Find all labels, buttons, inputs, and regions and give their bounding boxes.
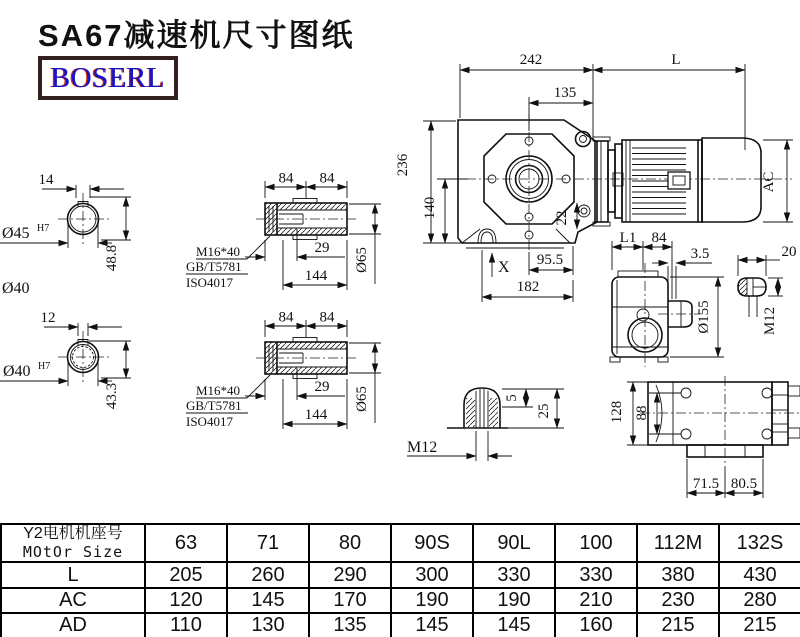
dim-95-5-label: 95.5 bbox=[536, 252, 564, 268]
cell: 145 bbox=[227, 588, 309, 613]
dim-43-3-label: 43.3 bbox=[104, 382, 120, 410]
hollow-shaft-view-1 bbox=[186, 171, 381, 291]
dim-128-label: 128 bbox=[609, 400, 625, 424]
header-col: 80 bbox=[309, 524, 391, 562]
header-motor-size-en: MOtOr Size bbox=[22, 543, 124, 561]
cell: 215 bbox=[637, 613, 719, 637]
cell: 210 bbox=[555, 588, 637, 613]
cell: 280 bbox=[719, 588, 800, 613]
cell: 145 bbox=[473, 613, 555, 637]
table-row-AD bbox=[1, 613, 800, 637]
row-label: L bbox=[1, 562, 145, 588]
cell: 230 bbox=[637, 588, 719, 613]
cell: 110 bbox=[145, 613, 227, 637]
dim-84-right-label: 84 bbox=[319, 309, 335, 326]
header-col: 71 bbox=[227, 524, 309, 562]
dim-242-label: 242 bbox=[519, 52, 543, 68]
row-label: AC bbox=[1, 588, 145, 613]
header-col: 63 bbox=[145, 524, 227, 562]
cell: 170 bbox=[309, 588, 391, 613]
dim-84-left-label: 84 bbox=[278, 309, 294, 326]
table-header-row bbox=[1, 524, 800, 562]
header-motor-size-cn: Y2电机机座号 bbox=[23, 525, 123, 542]
header-col: 90S bbox=[391, 524, 473, 562]
thread-M12-label: M12 bbox=[407, 439, 438, 456]
cell: 430 bbox=[719, 562, 800, 588]
cell: 215 bbox=[719, 613, 800, 637]
cell: 380 bbox=[637, 562, 719, 588]
dim-29-label: 29 bbox=[314, 379, 330, 395]
dim-dia-65-label: Ø65 bbox=[354, 386, 370, 412]
side-view bbox=[610, 230, 797, 367]
cell: 205 bbox=[145, 562, 227, 588]
cell: 190 bbox=[391, 588, 473, 613]
row-label: AD bbox=[1, 613, 145, 637]
dim-84-right-label: 84 bbox=[319, 170, 335, 187]
dim-3-5-label: 3.5 bbox=[690, 246, 710, 262]
dim-dia-65-label: Ø65 bbox=[354, 247, 370, 273]
dim-20-label: 20 bbox=[781, 244, 797, 260]
dim-AC-label: AC bbox=[761, 171, 777, 193]
axis-marker-X-label: X bbox=[498, 259, 510, 276]
bore-dia-label: Ø45 bbox=[2, 225, 30, 242]
header-col: 132S bbox=[719, 524, 800, 562]
motor-size-table bbox=[0, 523, 800, 637]
bolt-spec-label: M16*40 bbox=[196, 244, 241, 259]
bore-tolerance-label: H7 bbox=[38, 361, 51, 372]
dim-236-label: 236 bbox=[395, 153, 411, 177]
dim-12-label: 12 bbox=[40, 310, 56, 326]
dim-22-label: 22 bbox=[554, 210, 570, 226]
header-motor-size bbox=[1, 524, 145, 562]
dim-48-8-label: 48.8 bbox=[104, 244, 120, 272]
header-col: 100 bbox=[555, 524, 637, 562]
dim-25-label: 25 bbox=[536, 403, 552, 419]
cell: 330 bbox=[555, 562, 637, 588]
dim-88-label: 88 bbox=[634, 405, 650, 421]
cell: 330 bbox=[473, 562, 555, 588]
dim-140-label: 140 bbox=[422, 196, 438, 220]
dim-84-left-label: 84 bbox=[278, 170, 294, 187]
dim-L-label: L bbox=[671, 52, 681, 68]
dim-71-5-label: 71.5 bbox=[692, 476, 720, 492]
bolt-standard-iso-label: ISO4017 bbox=[186, 414, 233, 429]
dim-144-label: 144 bbox=[304, 268, 328, 284]
dim-29-label: 29 bbox=[314, 240, 330, 256]
cell: 130 bbox=[227, 613, 309, 637]
dim-L1-label: L1 bbox=[619, 230, 637, 246]
hollow-shaft-view-2 bbox=[186, 310, 381, 430]
cell: 135 bbox=[309, 613, 391, 637]
main-assembly-view bbox=[395, 52, 793, 302]
cell: 300 bbox=[391, 562, 473, 588]
dim-135-label: 135 bbox=[553, 85, 577, 101]
cell: 190 bbox=[473, 588, 555, 613]
header-col: 90L bbox=[473, 524, 555, 562]
dim-dia-155-label: Ø155 bbox=[696, 300, 712, 334]
dim-84-label: 84 bbox=[651, 230, 667, 246]
dim-182-label: 182 bbox=[516, 279, 540, 295]
table-row-L bbox=[1, 562, 800, 588]
dim-5-label: 5 bbox=[504, 394, 520, 402]
dim-80-5-label: 80.5 bbox=[730, 476, 758, 492]
shaft-dia-note: Ø40 bbox=[2, 280, 30, 297]
bolt-standard-iso-label: ISO4017 bbox=[186, 275, 233, 290]
cell: 290 bbox=[309, 562, 391, 588]
brand-logo-text: BOSERL bbox=[50, 61, 166, 94]
bolt-spec-label: M16*40 bbox=[196, 383, 241, 398]
solid-shaft-view-1 bbox=[0, 172, 131, 297]
key-profile-view bbox=[407, 388, 564, 461]
cell: 145 bbox=[391, 613, 473, 637]
bore-tolerance-label: H7 bbox=[37, 223, 50, 234]
table-row-AC bbox=[1, 588, 800, 613]
dim-144-label: 144 bbox=[304, 407, 328, 423]
header-col: 112M bbox=[637, 524, 719, 562]
cell: 260 bbox=[227, 562, 309, 588]
solid-shaft-view-2 bbox=[0, 310, 131, 409]
bolt-standard-gb-label: GB/T5781 bbox=[186, 259, 242, 274]
bolt-standard-gb-label: GB/T5781 bbox=[186, 398, 242, 413]
thread-M12-label: M12 bbox=[762, 306, 778, 336]
bore-dia-label: Ø40 bbox=[3, 363, 31, 380]
dim-14-label: 14 bbox=[38, 172, 54, 188]
cell: 120 bbox=[145, 588, 227, 613]
page-title: SA67减速机尺寸图纸 bbox=[38, 18, 355, 53]
cell: 160 bbox=[555, 613, 637, 637]
bottom-view bbox=[609, 376, 800, 498]
